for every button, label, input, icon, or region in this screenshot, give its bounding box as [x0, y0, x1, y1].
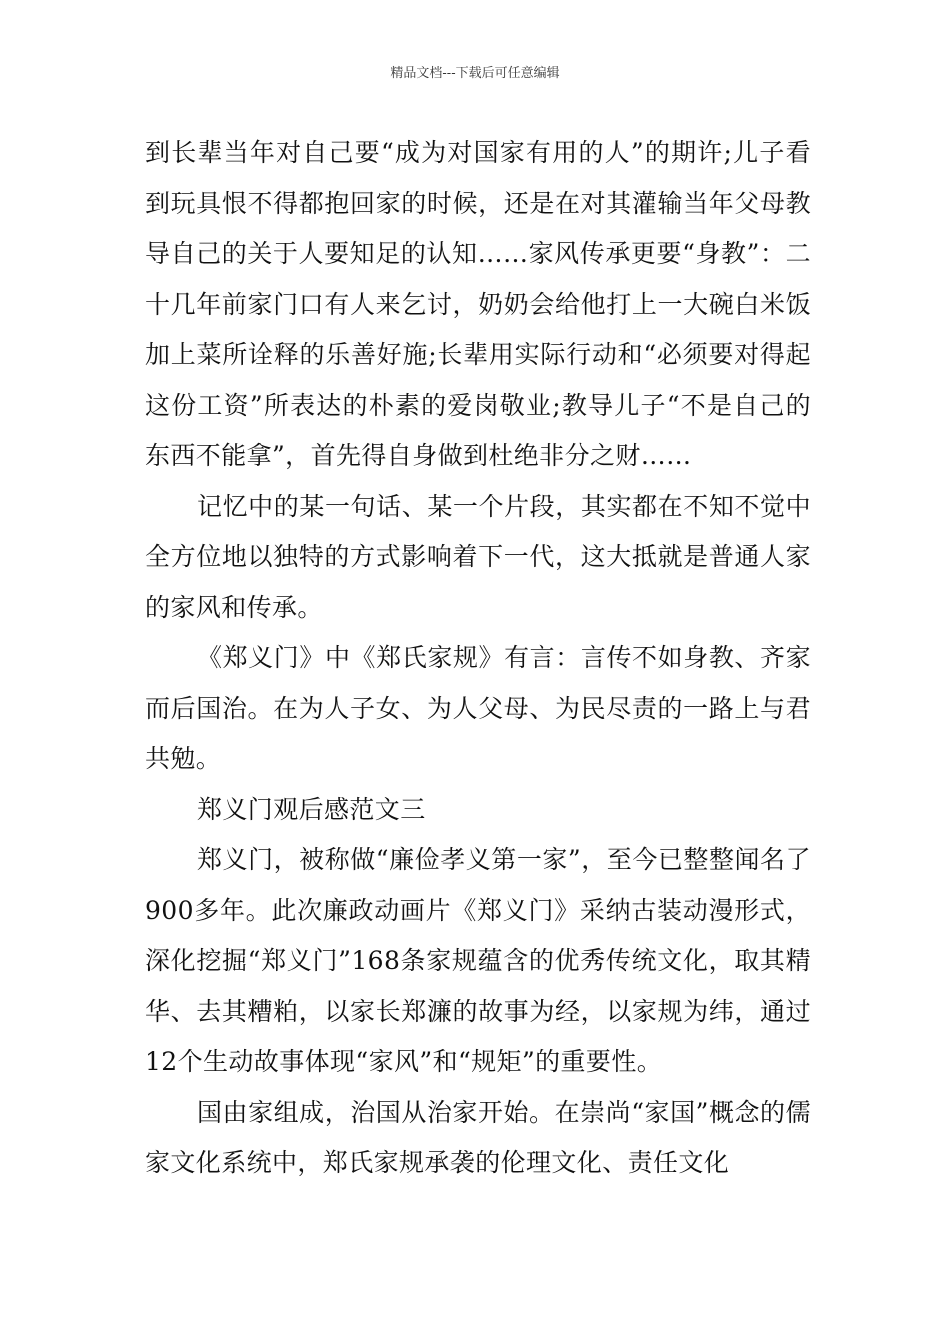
paragraph-4: 郑义门，被称做“廉俭孝义第一家”，至今已整整闻名了900多年。此次廉政动画片《郑义门》采纳古装动漫形式，深化挖掘“郑义门”168条家规蕴含的优秀传统文化，取其精华、去其糟粕，以家长郑濂的故事为经，以家规为纬，通过12个生动故事体现“家风”和“规矩”的重要性。 [145, 845, 811, 1076]
paragraph-3: 《郑义门》中《郑氏家规》有言：言传不如身教、齐家而后国治。在为人子女、为人父母、为民尽责的一路上与君共勉。 [145, 643, 811, 773]
paragraph-2: 记忆中的某一句话、某一个片段，其实都在不知不觉中全方位地以独特的方式影响着下一代，这大抵就是普通人家的家风和传承。 [145, 491, 811, 622]
page-header: 精品文档---下载后可任意编辑 [390, 66, 560, 81]
document-body [145, 128, 811, 1189]
section-heading: 郑义门观后感范文三 [197, 794, 426, 824]
paragraph-5: 国由家组成，治国从治家开始。在崇尚“家国”概念的儒家文化系统中，郑氏家规承袭的伦理文化、责任文化 [145, 1097, 811, 1177]
paragraph-1: 到长辈当年对自己要“成为对国家有用的人”的期许;儿子看到玩具恨不得都抱回家的时候，还是在对其灌输当年父母教导自己的关于人要知足的认知……家风传承更要“身教”：二十几年前家门口有人来乞讨，奶奶会给他打上一大碗白米饭加上菜所诠释的乐善好施;长辈用实际行动和“必须要对得起这份工资”所表达的朴素的爱岗敬业;教导儿子“不是自己的东西不能拿”，首先得自身做到杜绝非分之财…… [145, 138, 811, 470]
